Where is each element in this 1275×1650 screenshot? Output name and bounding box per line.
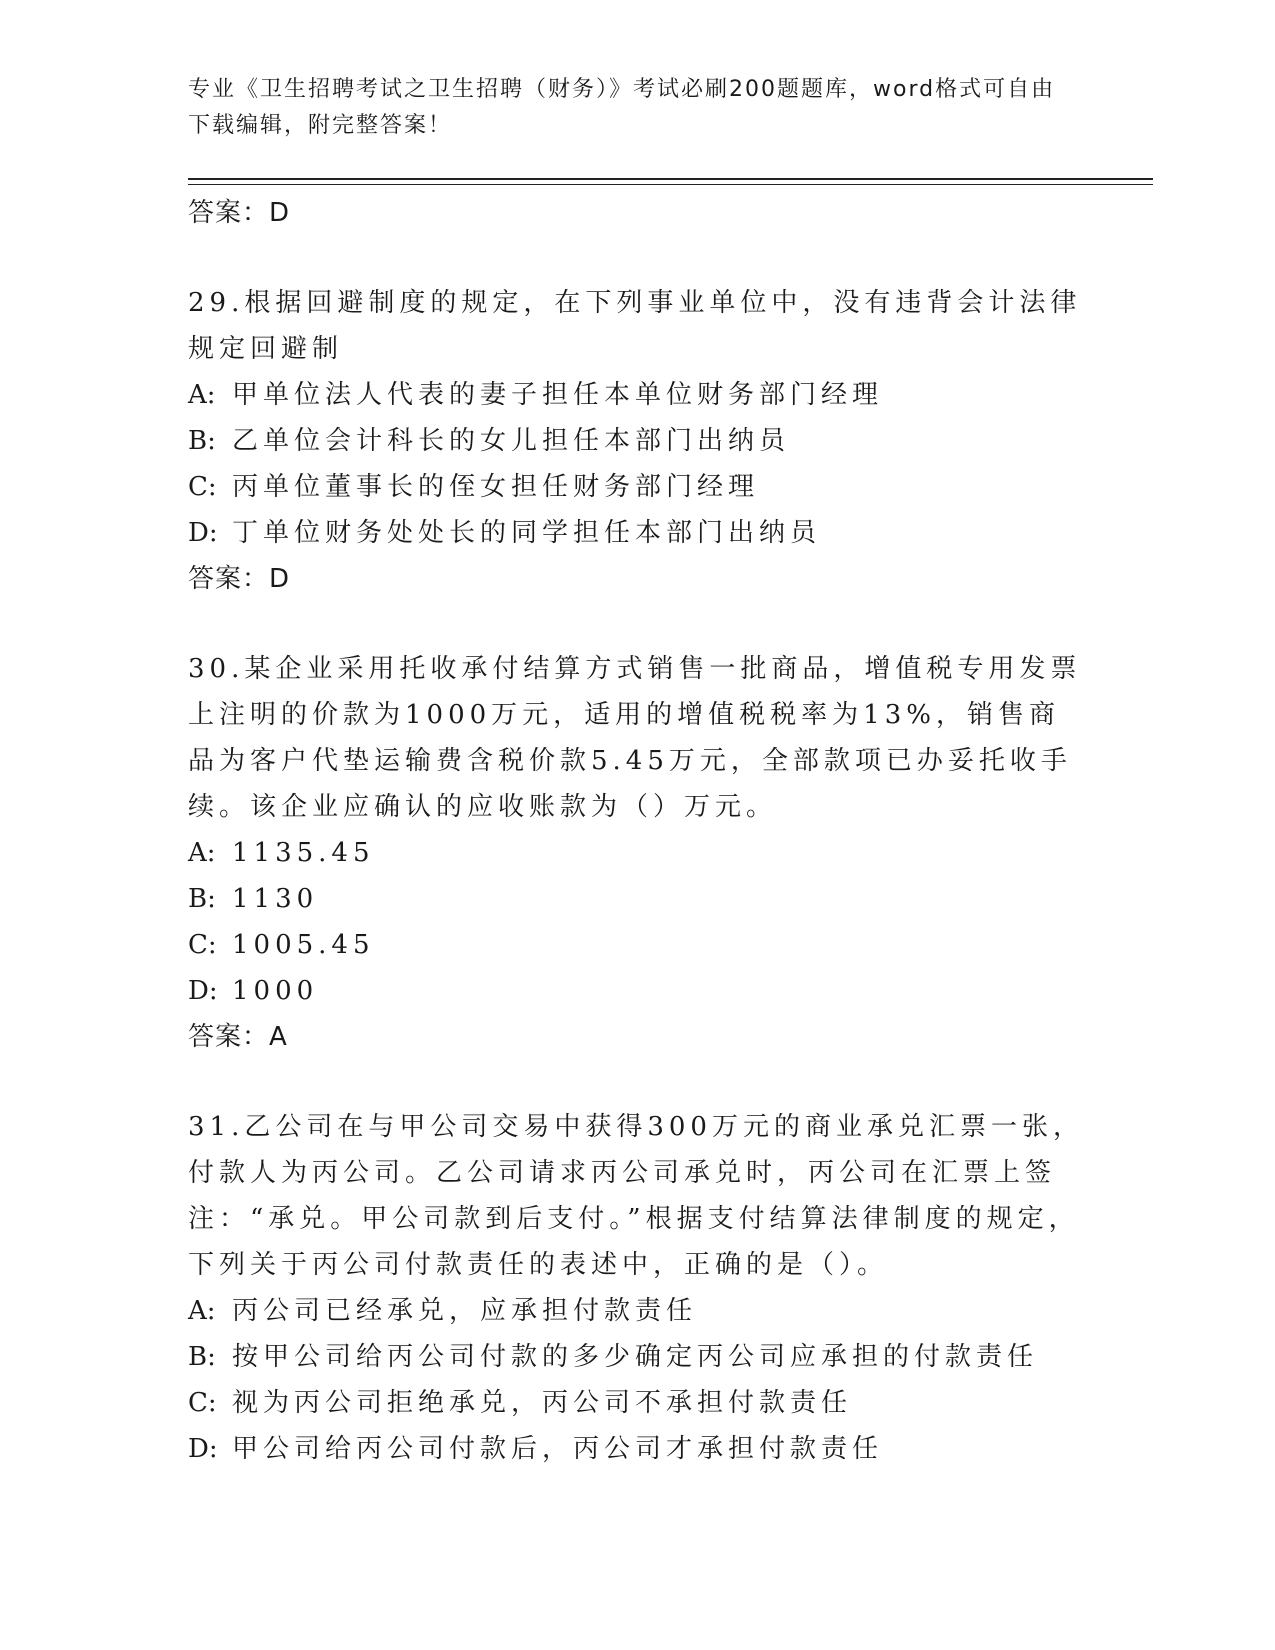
header-rule-thin [188,184,1153,185]
option-text: 视为丙公司拒绝承兑，丙公司不承担付款责任 [232,1388,853,1418]
question-stem: 29.根据回避制度的规定，在下列事业单位中，没有违背会计法律规定回避制 [188,288,1082,364]
option-text: 1135.45 [232,838,375,868]
question-list [188,190,1088,1472]
option-text: 丁单位财务处处长的同学担任本部门出纳员 [232,518,822,548]
option-label: C: [188,1388,217,1418]
option-text: 1000 [232,976,319,1006]
option-text: 甲公司给丙公司付款后，丙公司才承担付款责任 [232,1434,884,1464]
option-text: 1130 [232,884,319,914]
option-label: A: [188,380,216,410]
option-label: B: [188,1342,216,1372]
option-b [188,418,1088,464]
option-label: D: [188,1434,218,1464]
option-label: A: [188,838,216,868]
option-b [188,876,1088,922]
header-rule-thick [188,178,1153,180]
option-label: A: [188,1296,216,1326]
option-b [188,1334,1088,1380]
answer-line: 答案：D [188,198,291,228]
option-text: 乙单位会计科长的女儿担任本部门出纳员 [232,426,791,456]
option-a [188,372,1088,418]
option-text: 丙公司已经承兑，应承担付款责任 [232,1296,698,1326]
question-stem: 31.乙公司在与甲公司交易中获得300万元的商业承兑汇票一张，付款人为丙公司。乙公司请求丙公司承兑时，丙公司在汇票上签注：“承兑。甲公司款到后支付。”根据支付结算法律制度的规定，下列关于丙公司付款责任的表述中，正确的是（）。 [188,1112,1084,1280]
option-label: B: [188,884,216,914]
option-label: D: [188,518,218,548]
option-c [188,1380,1088,1426]
option-label: C: [188,472,217,502]
option-text: 甲单位法人代表的妻子担任本单位财务部门经理 [232,380,884,410]
answer-line: 答案：D [188,564,291,594]
answer-line: 答案：A [188,1022,288,1052]
option-d [188,510,1088,556]
option-a [188,830,1088,876]
option-label: D: [188,976,218,1006]
option-label: C: [188,930,217,960]
option-text: 1005.45 [232,930,375,960]
option-label: B: [188,426,216,456]
question-stem: 30.某企业采用托收承付结算方式销售一批商品，增值税专用发票上注明的价款为1000万元，适用的增值税税率为13%，销售商品为客户代垫运输费含税价款5.45万元，全部款项已办妥托收手续。该企业应确认的应收账款为（）万元。 [188,654,1082,822]
option-text: 按甲公司给丙公司付款的多少确定丙公司应承担的付款责任 [232,1342,1039,1372]
option-text: 丙单位董事长的侄女担任财务部门经理 [232,472,760,502]
option-d [188,968,1088,1014]
option-a [188,1288,1088,1334]
option-c [188,464,1088,510]
option-c [188,922,1088,968]
page-header: 专业《卫生招聘考试之卫生招聘（财务）》考试必刷200题题库，word格式可自由下载编辑，附完整答案！ [188,77,1056,138]
option-d [188,1426,1088,1472]
